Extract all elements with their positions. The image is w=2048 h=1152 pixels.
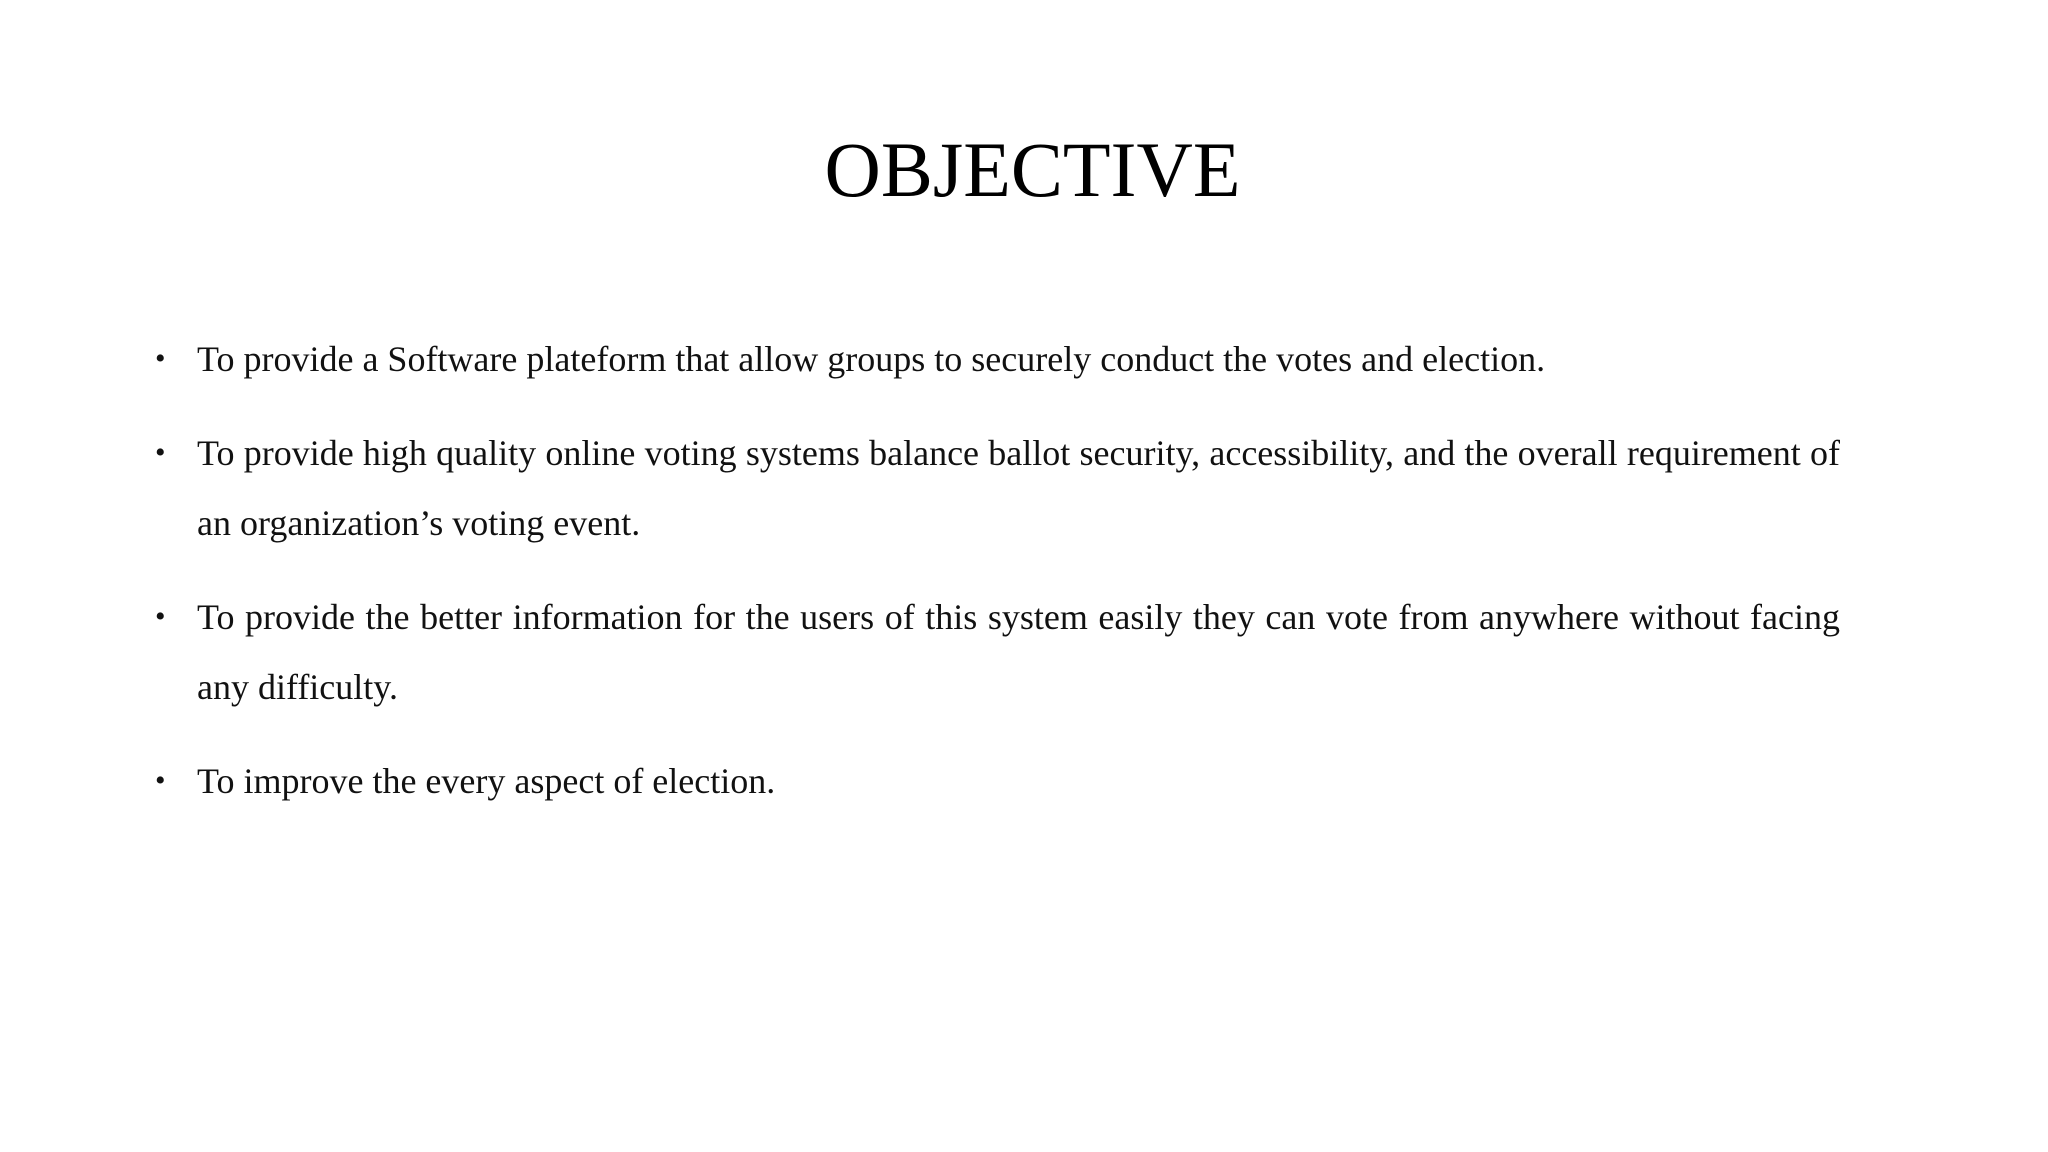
list-item-text: To provide high quality online voting systems balance ballot security, accessibility, and the overall requirement of an organization’s voting event. <box>197 433 1840 543</box>
bullet-icon: • <box>155 436 166 469</box>
list-item-text: To provide a Software plateform that allow groups to securely conduct the votes and election. <box>197 339 1546 379</box>
objective-list <box>150 324 1840 840</box>
list-item-text: To improve the every aspect of election. <box>197 761 776 801</box>
list-item <box>150 418 1840 558</box>
bullet-icon: • <box>155 342 166 375</box>
bullet-icon: • <box>155 764 166 797</box>
list-item-text: To provide the better information for the users of this system easily they can vote from anywhere without facing any difficulty. <box>197 597 1840 707</box>
list-item <box>150 582 1840 722</box>
list-item <box>150 746 1840 816</box>
list-item <box>150 324 1840 394</box>
slide-title: OBJECTIVE <box>824 126 1241 213</box>
bullet-icon: • <box>155 600 166 633</box>
